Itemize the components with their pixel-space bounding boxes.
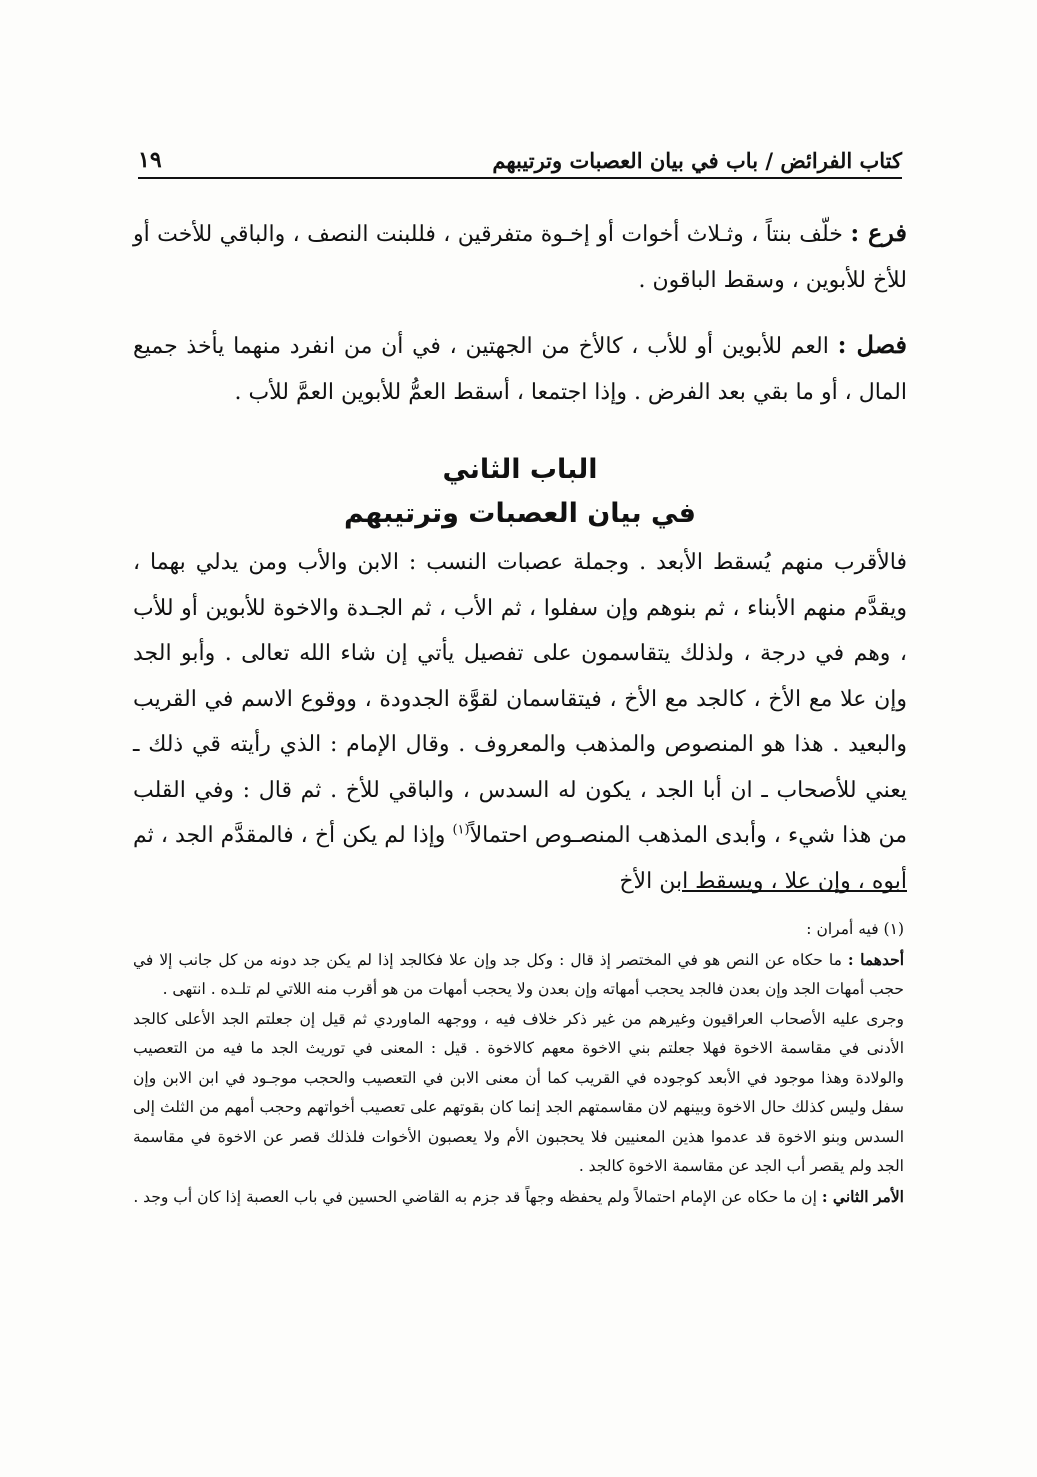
section-lead: فصل : xyxy=(837,330,908,359)
footnote-second-matter xyxy=(133,1182,904,1213)
main-text-after-note: وإذا لم يكن أخ ، فالمقدَّم الجد ، ثم أبوه ، وإن علا ، ويسقط ابن الأخ xyxy=(133,823,907,894)
section-text: العم للأبوين أو للأب ، كالأخ من الجهتين ، في أن من انفرد منهما يأخذ جميع المال ، أو ما بقي بعد الفرض . وإذا اجتمعا ، أسقط العمُّ للأبوين العمَّ للأب . xyxy=(133,334,907,405)
footnote-reference[interactable]: (١) xyxy=(452,822,470,838)
chapter-heading xyxy=(133,448,907,536)
branch-text: خلّف بنتاً ، وثـلاث أخوات أو إخـوة متفرقين ، فللبنت النصف ، والباقي للأخت أو للأخ للأبوين ، وسقط الباقون . xyxy=(133,222,907,293)
footnotes xyxy=(133,915,904,1212)
footnote-divider xyxy=(682,890,907,892)
footnote-heading: (١) فيه أمران : xyxy=(806,920,904,938)
page-number: ١٩ xyxy=(138,147,162,173)
page-header xyxy=(138,135,902,179)
footnote-second-text: وجرى عليه الأصحاب العراقيون وغيرهم من غير ذكر خلاف فيه ، ووجهه الماوردي ثم قيل إن جعلتم الجد الأعلى كالجد الأدنى في مقاسمة الاخوة فهلا جعلتم بني الاخوة معهم كالاخوة . قيل : المعنى في توريث الجد ما فيه من التعصيب والولادة وهذا موجود في الأبعد كوجوده في القريب كما أن معنى الابن في التعصيب والحجب موجـود في ابن الابن وإن سفل وليس كذلك حال الاخوة وبينهم لان مقاسمتهم الجد إنما كان بقوتهم على تعصيب أخواتهم وحجب أمهم من الثلث إلى السدس وبنو الاخوة قد عدموا هذين المعنيين فلا يحجبون الأم ولا يعصبون الأخوات فلذلك قصر عن الاخوة في مقاسمة الجد ولم يقصر أب الجد عن مقاسمة الاخوة كالجد . xyxy=(133,1009,904,1175)
main-paragraph xyxy=(133,540,907,904)
footnote-third-text: إن ما حكاه عن الإمام احتمالاً ولم يحفظه وجهاً قد جزم به القاضي الحسين في باب العصبة إذا كان أب وجد . xyxy=(133,1187,822,1206)
chapter-title: الباب الثاني xyxy=(442,454,598,485)
running-head: كتاب الفرائض / باب في بيان العصبات وترتيبهم xyxy=(492,148,902,173)
main-text-before-note: فالأقرب منهم يُسقط الأبعد . وجملة عصبات النسب : الابن والأب ومن يدلي بهما ، ويقدَّم منهم الأبناء ، ثم بنوهم وإن سفلوا ، ثم الأب ، ثم الجـدة والاخوة للأبوين أو للأب ، وهم في درجة ، ولذلك يتقاسمون على تفصيل يأتي إن شاء الله تعالى . وأبو الجد وإن علا مع الأخ ، كالجد مع الأخ ، فيتقاسمان لقوَّة الجدودة ، ووقوع الاسم في القريب والبعيد . هذا هو المنصوص والمذهب والمعروف . وقال الإمام : الذي رأيته قي ذلك ـ يعني للأصحاب ـ ان أبا الجد ، يكون له السدس ، والباقي للأخ . ثم قال : وفي القلب من هذا شيء ، وأبدى المذهب المنصـوص احتمالاً xyxy=(133,550,907,848)
section-paragraph xyxy=(133,322,907,416)
branch-paragraph xyxy=(133,210,907,304)
chapter-subtitle: في بيان العصبات وترتيبهم xyxy=(344,498,696,529)
footnote-first-text: ما حكاه عن النص هو في المختصر إذ قال : وكل جد وإن علا فكالجد إذا لم يكن جد دونه من كل جانب إلا في حجب أمهات الجد وإن بعدن فالجد يحجب أمهاته وإن بعدن ولا يحجب أمهات من هو أقرب منه اللاتي لم تلـده . انتهى . xyxy=(133,950,904,998)
footnote-third-lead: الأمر الثاني : xyxy=(821,1186,904,1206)
branch-lead: فرع : xyxy=(850,218,907,247)
footnote-first-lead: أحدهما : xyxy=(847,949,904,969)
footnote-first-matter xyxy=(133,945,904,1005)
